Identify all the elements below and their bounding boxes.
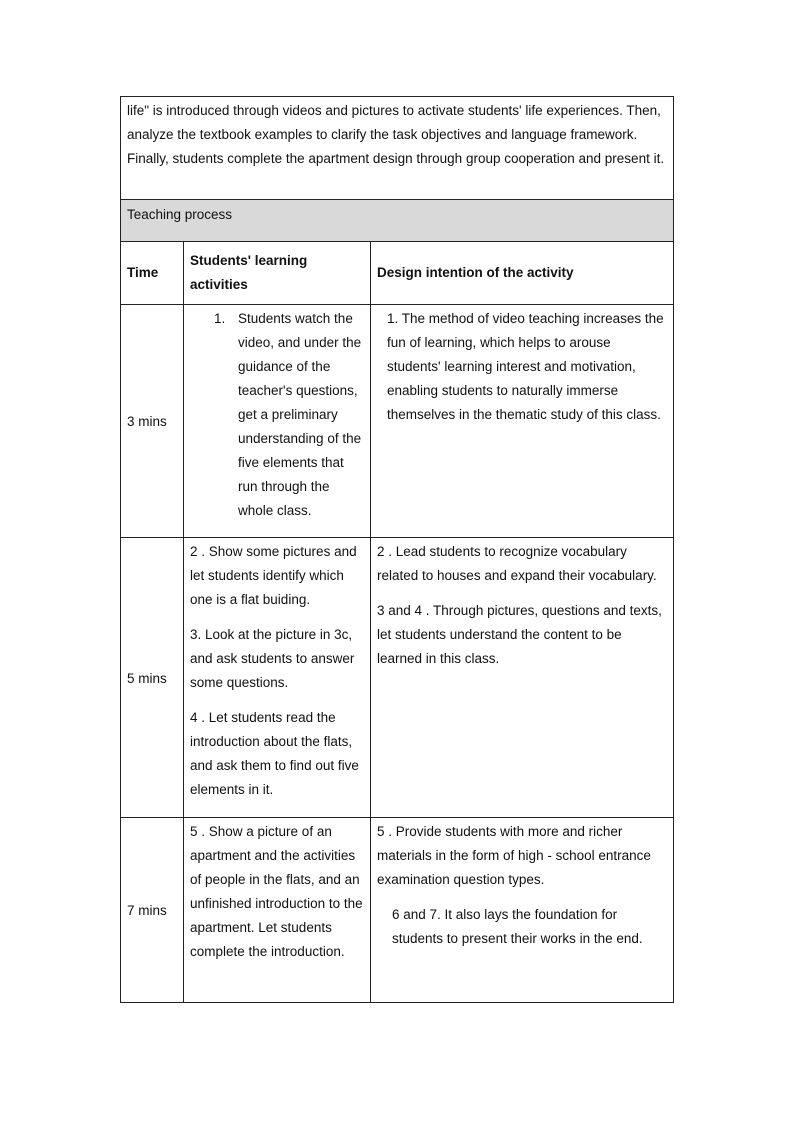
intention-text: 6 and 7. It also lays the foundation for students to present their works in the end.: [392, 907, 643, 946]
table-row: [121, 538, 674, 818]
table-row: [121, 305, 674, 538]
header-row: [121, 242, 674, 305]
activity-cell: [184, 538, 371, 818]
activity-text: Students watch the video, and under the guidance of the teacher's questions, get a preliminary understanding of the five elements that run through the whole class.: [238, 311, 362, 518]
activity-text: 3. Look at the picture in 3c, and ask students to answer some questions.: [190, 627, 355, 690]
time-cell: 3 mins: [121, 305, 184, 538]
activity-text: 2 . Show some pictures and let students identify which one is a flat buiding.: [190, 544, 357, 607]
lesson-plan-table: [120, 96, 674, 1003]
header-activities: Students' learning activities: [184, 242, 371, 305]
activity-cell: [184, 305, 371, 538]
item-number: 1.: [214, 311, 226, 326]
intention-cell: [371, 818, 674, 1003]
time-cell: 5 mins: [121, 538, 184, 818]
intention-text: 5 . Provide students with more and richer materials in the form of high - school entrance examination question types.: [377, 824, 651, 887]
intention-text: 3 and 4 . Through pictures, questions and texts, let students understand the content to be learned in this class.: [377, 603, 662, 666]
process-heading-row: [121, 200, 674, 242]
table-row: [121, 818, 674, 1003]
intention-text: 2 . Lead students to recognize vocabulary related to houses and expand their vocabulary.: [377, 544, 657, 583]
intro-text: life" is introduced through videos and pictures to activate students' life experiences. Then, analyze the textbook examples to clarify the task objectives and language framework. Finally, students complete the apartment design through group cooperation and present it.: [121, 97, 674, 200]
intro-row: [121, 97, 674, 200]
header-time: Time: [121, 242, 184, 305]
process-heading: Teaching process: [121, 200, 674, 242]
activity-cell: [184, 818, 371, 1003]
intention-cell: [371, 538, 674, 818]
activity-text: 4 . Let students read the introduction about the flats, and ask them to find out five elements in it.: [190, 710, 359, 797]
activity-text: 5 . Show a picture of an apartment and the activities of people in the flats, and an unfinished introduction to the apartment. Let students complete the introduction.: [190, 824, 363, 959]
intention-cell: [371, 305, 674, 538]
numbered-item: [190, 307, 364, 523]
intention-text: 1. The method of video teaching increases the fun of learning, which helps to arouse students' learning interest and motivation, enabling students to naturally immerse themselves in the thematic study of this class.: [387, 311, 664, 422]
time-cell: 7 mins: [121, 818, 184, 1003]
header-intention: Design intention of the activity: [371, 242, 674, 305]
